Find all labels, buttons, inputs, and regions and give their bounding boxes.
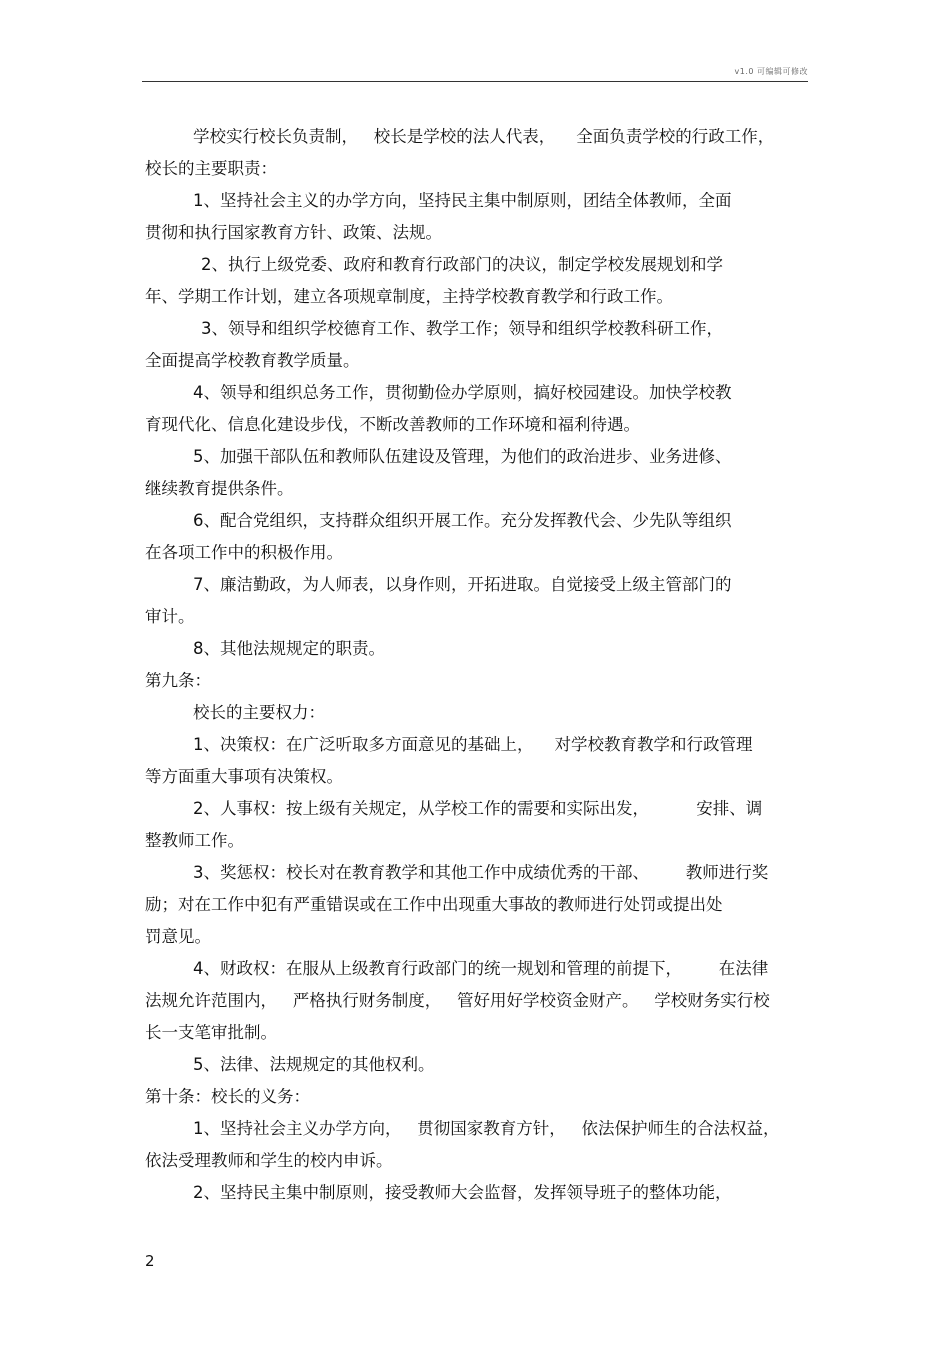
body-line: 1、坚持社会主义的办学方向，坚持民主集中制原则，团结全体教师，全面 bbox=[193, 191, 732, 210]
body-line: 8、其他法规规定的职责。 bbox=[193, 639, 385, 658]
body-line: 1、坚持社会主义办学方向， 贯彻国家教育方针， 依法保护师生的合法权益， bbox=[193, 1119, 780, 1138]
body-line: 4、领导和组织总务工作，贯彻勤俭办学原则，搞好校园建设。加快学校教 bbox=[193, 383, 732, 402]
body-line: 审计。 bbox=[145, 607, 195, 626]
body-line: 1、决策权：在广泛听取多方面意见的基础上， 对学校教育教学和行政管理 bbox=[193, 735, 753, 754]
body-line: 4、财政权：在服从上级教育行政部门的统一规划和管理的前提下， 在法律 bbox=[193, 959, 769, 978]
header-version-note: v1.0 可编辑可修改 bbox=[734, 67, 808, 76]
body-line: 3、领导和组织学校德育工作、教学工作；领导和组织学校教科研工作， bbox=[201, 319, 723, 338]
article-heading: 第十条：校长的义务： bbox=[145, 1087, 310, 1106]
body-line: 5、法律、法规规定的其他权利。 bbox=[193, 1055, 435, 1074]
article-heading: 第九条： bbox=[145, 671, 211, 690]
body-line: 校长的主要职责： bbox=[145, 159, 277, 178]
body-line: 2、人事权：按上级有关规定，从学校工作的需要和实际出发， 安排、调 bbox=[193, 799, 763, 818]
body-line: 年、学期工作计划，建立各项规章制度，主持学校教育教学和行政工作。 bbox=[145, 287, 673, 306]
body-line: 整教师工作。 bbox=[145, 831, 244, 850]
page-number: 2 bbox=[145, 1252, 155, 1270]
body-line: 励；对在工作中犯有严重错误或在工作中出现重大事故的教师进行处罚或提出处 bbox=[145, 895, 723, 914]
body-line: 等方面重大事项有决策权。 bbox=[145, 767, 343, 786]
body-line: 6、配合党组织，支持群众组织开展工作。充分发挥教代会、少先队等组织 bbox=[193, 511, 732, 530]
body-line: 7、廉洁勤政，为人师表，以身作则，开拓进取。自觉接受上级主管部门的 bbox=[193, 575, 732, 594]
body-line: 罚意见。 bbox=[145, 927, 211, 946]
body-line: 全面提高学校教育教学质量。 bbox=[145, 351, 360, 370]
body-line: 5、加强干部队伍和教师队伍建设及管理，为他们的政治进步、业务进修、 bbox=[193, 447, 732, 466]
body-line: 依法受理教师和学生的校内申诉。 bbox=[145, 1151, 393, 1170]
body-line: 在各项工作中的积极作用。 bbox=[145, 543, 343, 562]
body-line: 继续教育提供条件。 bbox=[145, 479, 294, 498]
body-line: 贯彻和执行国家教育方针、政策、法规。 bbox=[145, 223, 442, 242]
body-line: 长一支笔审批制。 bbox=[145, 1023, 277, 1042]
body-line: 3、奖惩权：校长对在教育教学和其他工作中成绩优秀的干部、 教师进行奖 bbox=[193, 863, 769, 882]
body-line: 2、执行上级党委、政府和教育行政部门的决议，制定学校发展规划和学 bbox=[201, 255, 723, 274]
body-line: 育现代化、信息化建设步伐，不断改善教师的工作环境和福利待遇。 bbox=[145, 415, 640, 434]
body-line: 校长的主要权力： bbox=[193, 703, 325, 722]
body-line: 2、坚持民主集中制原则，接受教师大会监督，发挥领导班子的整体功能， bbox=[193, 1183, 732, 1202]
body-line: 学校实行校长负责制， 校长是学校的法人代表， 全面负责学校的行政工作， bbox=[193, 127, 775, 146]
header-divider bbox=[142, 81, 808, 82]
body-line: 法规允许范围内， 严格执行财务制度， 管好用好学校资金财产。 学校财务实行校 bbox=[145, 991, 770, 1010]
